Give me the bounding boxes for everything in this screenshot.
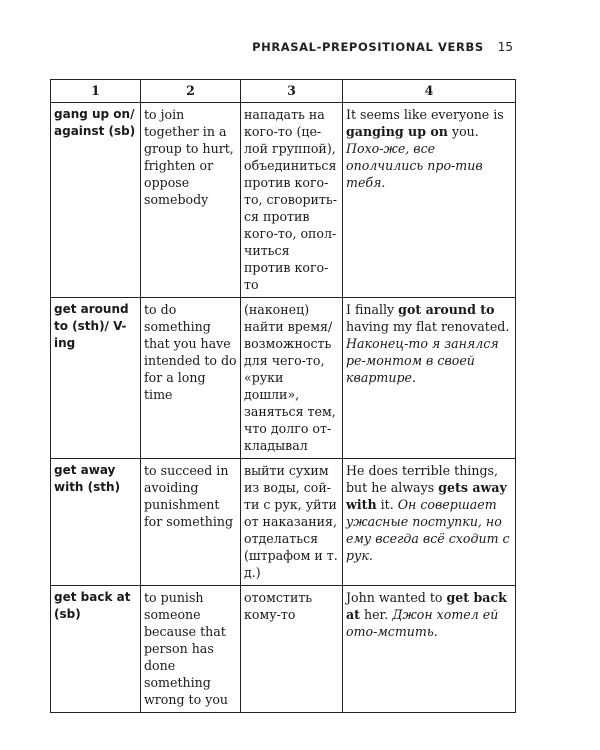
table-header-row [51,80,516,103]
table-row [51,298,516,459]
definition-cell: to do something that you have intended to do for a long time [141,298,241,459]
phrase-cell: get back at (sb) [51,586,141,713]
translation-cell: нападать на кого-то (це-лой группой), объединиться против кого-то, сговорить-ся против кого-то, опол-читься против кого-то [241,103,343,298]
translation-cell: выйти сухим из воды, сой-ти с рук, уйти от наказания, отделаться (штрафом и т. д.) [241,459,343,586]
phrase-cell: get away with (sth) [51,459,141,586]
example-cell [343,103,516,298]
definition-cell: to succeed in avoiding punishment for something [141,459,241,586]
example-text: her. [359,607,393,622]
example-text: having my flat renovated. [346,319,510,334]
example-highlight: get back at [346,590,507,622]
translation-cell: отомстить кому-то [241,586,343,713]
page-number: 15 [497,40,513,54]
example-highlight: gets away with [346,480,507,512]
running-header [0,40,513,54]
example-text: It seems like everyone is [346,107,504,122]
section-title: PHRASAL-PREPOSITIONAL VERBS [252,40,484,54]
example-translation: Наконец-то я занялся ре-монтом в своей квартире. [346,336,499,385]
column-header: 2 [141,80,241,103]
example-highlight: ganging up on [346,124,448,139]
table-row [51,586,516,713]
table-row [51,459,516,586]
phrase-cell: gang up on/ against (sb) [51,103,141,298]
column-header: 1 [51,80,141,103]
example-translation: Джон хотел ей ото-мстить. [346,607,499,639]
column-header: 4 [343,80,516,103]
example-text: John wanted to [346,590,447,605]
phrase-cell: get around to (sth)/ V-ing [51,298,141,459]
table-row [51,103,516,298]
definition-cell: to punish someone because that person has done something wrong to you [141,586,241,713]
example-highlight: got around to [398,302,495,317]
example-cell [343,459,516,586]
definition-cell: to join together in a group to hurt, frighten or oppose somebody [141,103,241,298]
example-translation: Похо-же, все ополчились про-тив тебя. [346,141,483,190]
phrasal-verbs-table [50,79,516,713]
example-text: it. [376,497,398,512]
example-text: you. [447,124,479,139]
example-text: He does terrible things, but he always [346,463,498,495]
example-cell [343,586,516,713]
example-text: I finally [346,302,399,317]
translation-cell: (наконец) найти время/ возможность для чего-то, «руки дошли», заняться тем, что долго от-кладывал [241,298,343,459]
column-header: 3 [241,80,343,103]
example-cell [343,298,516,459]
example-translation: Он совершает ужасные поступки, но ему всегда всё сходит с рук. [346,497,510,563]
